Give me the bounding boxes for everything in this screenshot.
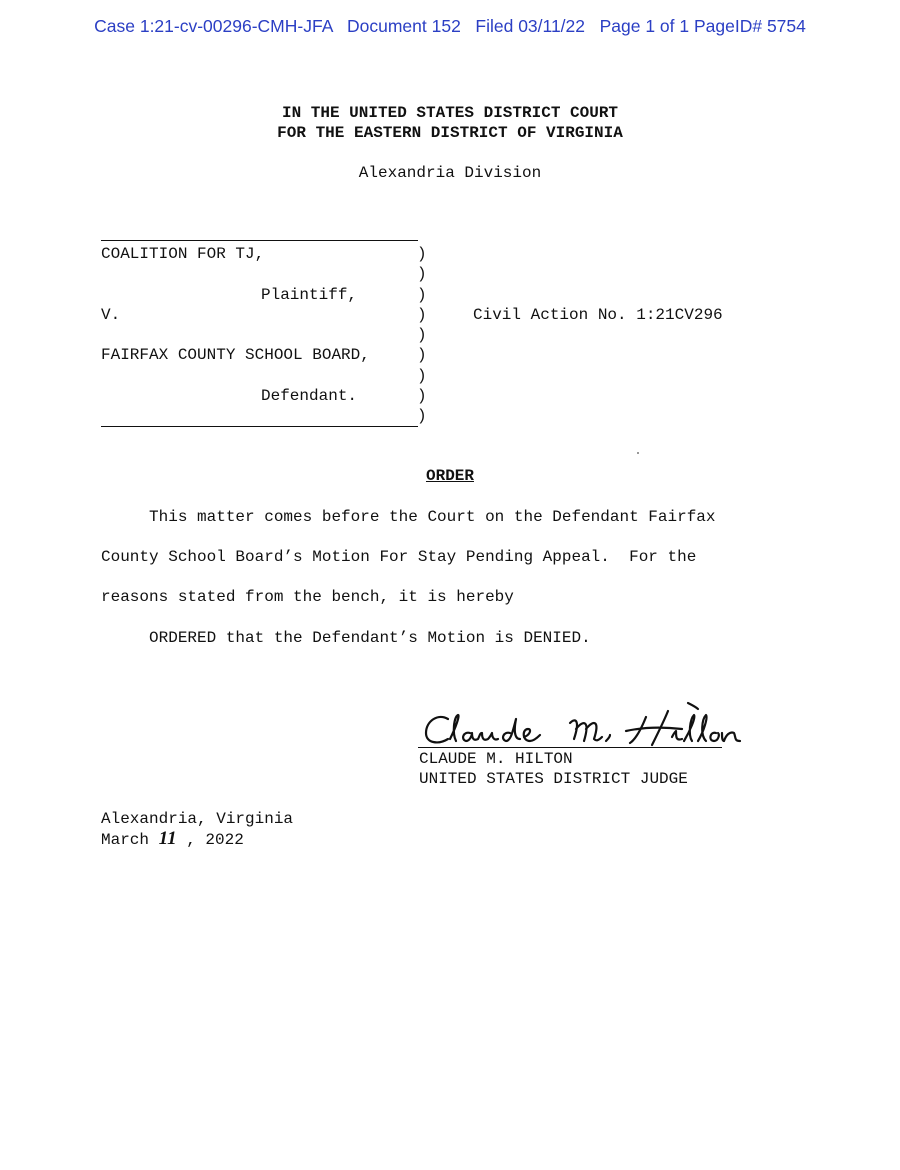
caption-paren: ) xyxy=(417,326,427,344)
date-year: , 2022 xyxy=(186,831,244,849)
caption-paren: ) xyxy=(417,367,427,385)
judge-signature xyxy=(420,697,760,757)
signing-date xyxy=(101,829,244,850)
signing-place: Alexandria, Virginia xyxy=(101,810,294,828)
versus-label: V. xyxy=(101,306,121,324)
date-month: March xyxy=(101,831,150,849)
court-division: Alexandria Division xyxy=(358,164,542,182)
date-day-handwritten: 11 xyxy=(158,828,177,849)
caption-top-rule xyxy=(101,240,418,241)
caption-paren: ) xyxy=(417,407,427,425)
order-paragraph-line-3: reasons stated from the bench, it is hereby xyxy=(101,588,514,606)
defendant-role: Defendant. xyxy=(261,387,358,405)
order-paragraph-line-1: This matter comes before the Court on the Defendant Fairfax xyxy=(101,508,716,526)
order-title: ORDER xyxy=(425,467,474,485)
order-paragraph-line-2: County School Board’s Motion For Stay Pending Appeal. For the xyxy=(101,548,697,566)
court-name-line-1: IN THE UNITED STATES DISTRICT COURT xyxy=(281,104,619,122)
scan-speck xyxy=(637,452,639,454)
order-ruling: ORDERED that the Defendant’s Motion is DENIED. xyxy=(101,629,591,647)
signature-line xyxy=(418,747,722,748)
judge-title: UNITED STATES DISTRICT JUDGE xyxy=(419,770,688,788)
caption-paren: ) xyxy=(417,245,427,263)
caption-paren: ) xyxy=(417,306,427,324)
filing-header-stamp: Case 1:21-cv-00296-CMH-JFA Document 152 Filed 03/11/22 Page 1 of 1 PageID# 5754 xyxy=(94,16,806,36)
caption-paren: ) xyxy=(417,265,427,283)
caption-paren: ) xyxy=(417,346,427,364)
plaintiff-name: COALITION FOR TJ, xyxy=(101,245,265,263)
defendant-name: FAIRFAX COUNTY SCHOOL BOARD, xyxy=(101,346,370,364)
caption-paren: ) xyxy=(417,286,427,304)
court-name-line-2: FOR THE EASTERN DISTRICT OF VIRGINIA xyxy=(277,124,623,142)
caption-bottom-rule xyxy=(101,426,418,427)
plaintiff-role: Plaintiff, xyxy=(261,286,358,304)
civil-action-number: Civil Action No. 1:21CV296 xyxy=(473,306,723,324)
caption-paren: ) xyxy=(417,387,427,405)
judge-name: CLAUDE M. HILTON xyxy=(419,750,573,768)
